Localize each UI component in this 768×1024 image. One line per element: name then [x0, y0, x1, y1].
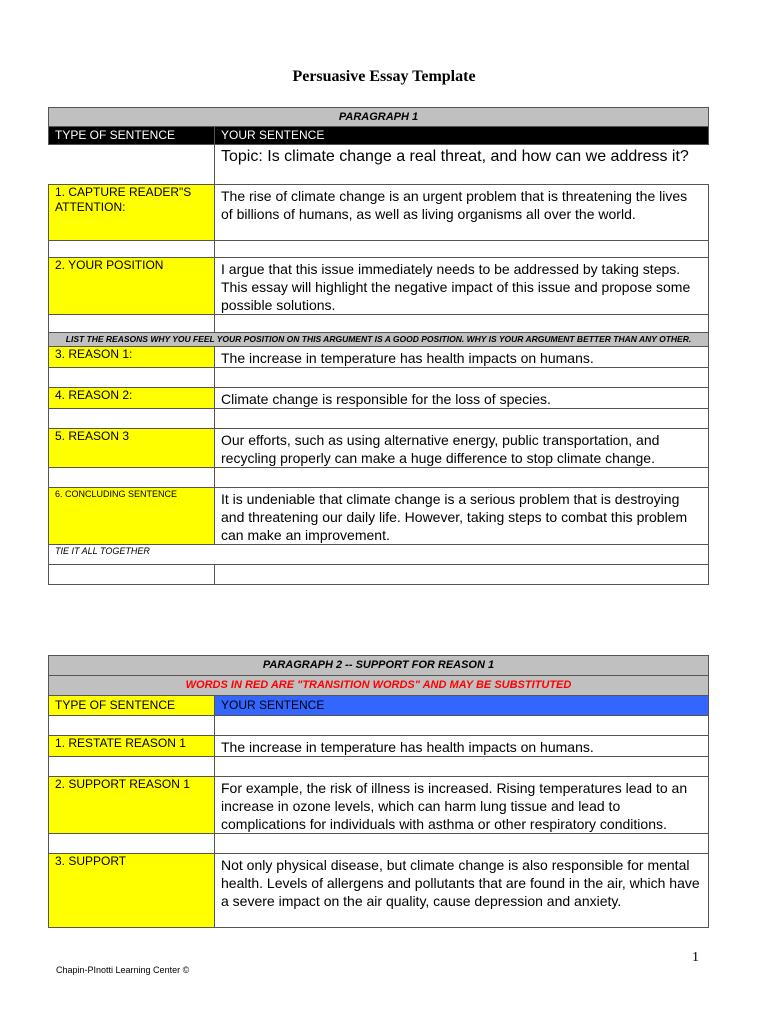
- row-sentence[interactable]: Climate change is responsible for the loss of species.: [215, 388, 709, 409]
- column-sentence-header: YOUR SENTENCE: [215, 696, 709, 716]
- document-title: Persuasive Essay Template: [292, 68, 476, 85]
- row-sentence[interactable]: It is undeniable that climate change is a serious problem that is destroying and threatening our daily life. However, taking steps to combat this problem can make an improvement.: [215, 488, 709, 545]
- page-number: 1: [692, 950, 699, 965]
- row-sentence[interactable]: Our efforts, such as using alternative energy, public transportation, and recycling properly can make a huge difference to stop climate change.: [215, 429, 709, 468]
- paragraph-2-table: [48, 655, 709, 928]
- row-type-label: 1. CAPTURE READER"S ATTENTION:: [49, 185, 215, 241]
- row-type-label: 5. REASON 3: [49, 429, 215, 468]
- row-type-label: 2. YOUR POSITION: [49, 258, 215, 315]
- row-type-label: 4. REASON 2:: [49, 388, 215, 409]
- row-type-label: 6. CONCLUDING SENTENCE: [49, 488, 215, 545]
- paragraph-2-header: PARAGRAPH 2 -- SUPPORT FOR REASON 1: [49, 656, 709, 676]
- reasons-instructions: LIST THE REASONS WHY YOU FEEL YOUR POSITION ON THIS ARGUMENT IS A GOOD POSITION. WHY IS YOUR ARGUMENT BETTER THAN ANY OTHER.: [49, 333, 709, 347]
- topic-text: Topic: Is climate change a real threat, and how can we address it?: [215, 145, 709, 185]
- row-sentence[interactable]: The increase in temperature has health impacts on humans.: [215, 347, 709, 368]
- column-type-header: TYPE OF SENTENCE: [49, 696, 215, 716]
- row-sentence[interactable]: Not only physical disease, but climate change is also responsible for mental health. Levels of allergens and pollutants that are found in the air, which have a severe impact on the air quality, cause depression and anxiety.: [215, 854, 709, 928]
- row-type-label: 2. SUPPORT REASON 1: [49, 777, 215, 834]
- paragraph-1-table: [48, 107, 709, 585]
- column-type-header: TYPE OF SENTENCE: [49, 127, 215, 145]
- footer-credit: Chapin-PInotti Learning Center ©: [56, 965, 190, 975]
- row-sentence[interactable]: The increase in temperature has health impacts on humans.: [215, 736, 709, 757]
- row-type-label: 1. RESTATE REASON 1: [49, 736, 215, 757]
- row-sentence[interactable]: I argue that this issue immediately needs to be addressed by taking steps. This essay will highlight the negative impact of this issue and propose some possible solutions.: [215, 258, 709, 315]
- paragraph-1-header: PARAGRAPH 1: [49, 108, 709, 127]
- row-type-label: 3. SUPPORT: [49, 854, 215, 928]
- transition-words-note: WORDS IN RED ARE "TRANSITION WORDS" AND MAY BE SUBSTITUTED: [49, 676, 709, 696]
- column-sentence-header: YOUR SENTENCE: [215, 127, 709, 145]
- tie-together-label: TIE IT ALL TOGETHER: [49, 545, 709, 565]
- row-sentence[interactable]: For example, the risk of illness is increased. Rising temperatures lead to an increase in ozone levels, which can harm lung tissue and lead to complications for individuals with asthma or other respiratory conditions.: [215, 777, 709, 834]
- row-type-label: 3. REASON 1:: [49, 347, 215, 368]
- row-sentence[interactable]: The rise of climate change is an urgent problem that is threatening the lives of billions of humans, as well as living organisms all over the world.: [215, 185, 709, 241]
